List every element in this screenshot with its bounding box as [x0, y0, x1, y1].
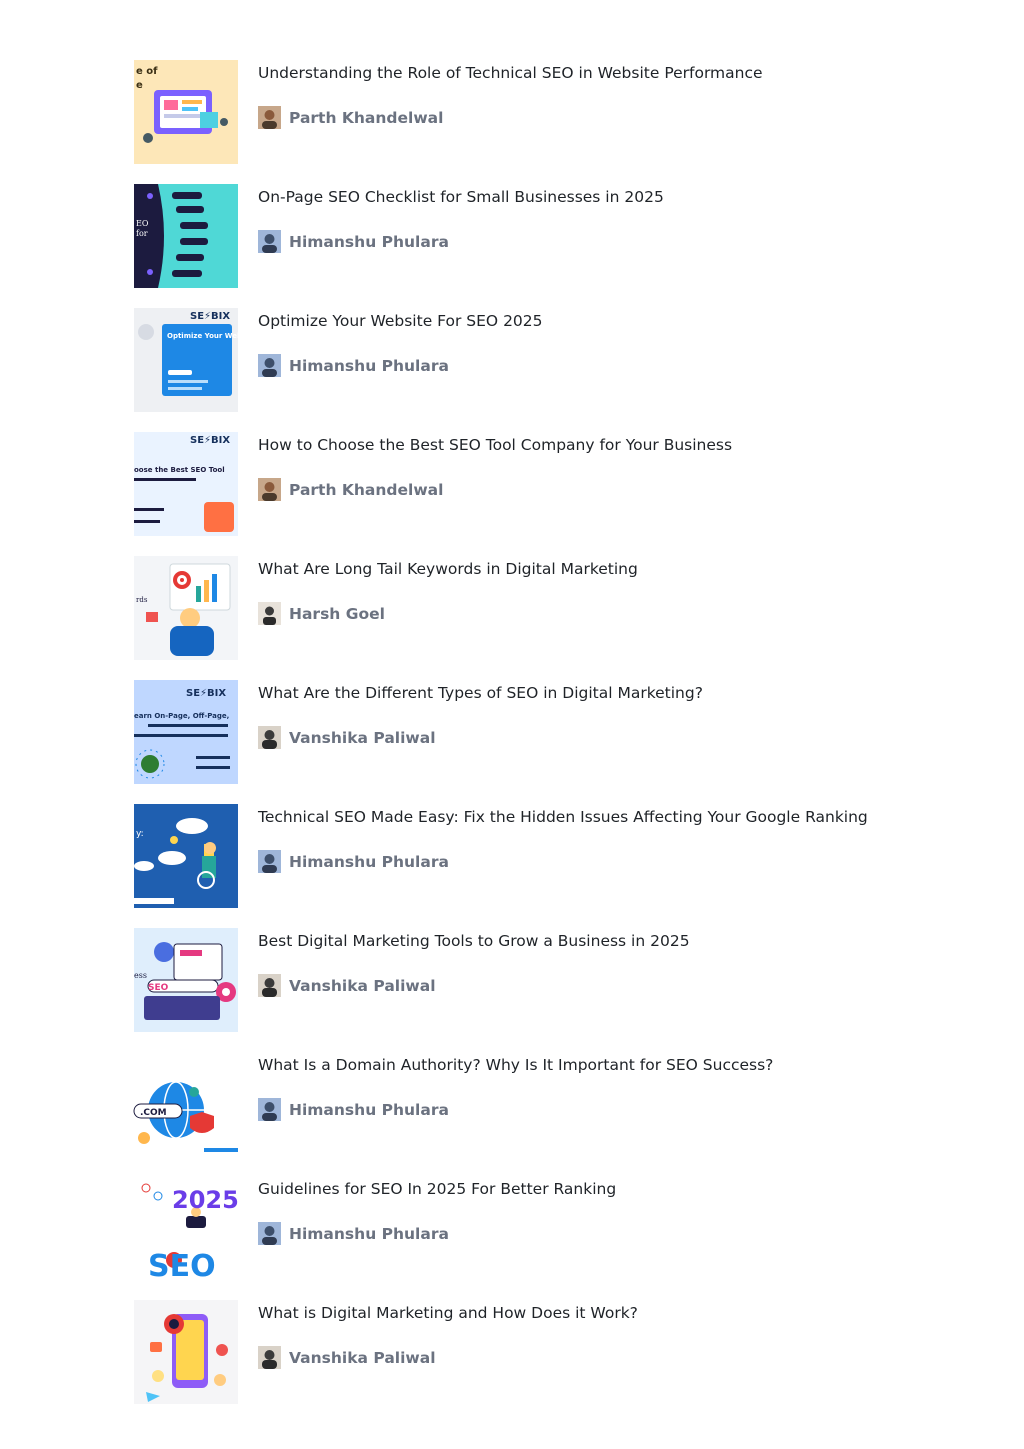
post-thumbnail[interactable]	[134, 60, 238, 164]
author-avatar	[258, 354, 281, 377]
post-thumbnail[interactable]	[134, 928, 238, 1032]
author-avatar	[258, 602, 281, 625]
thumb-text-2: SEO	[148, 1249, 216, 1284]
post-item[interactable]	[134, 804, 894, 928]
post-thumbnail[interactable]	[134, 1052, 238, 1156]
author-name[interactable]: Himanshu Phulara	[289, 1100, 449, 1119]
post-author[interactable]	[258, 850, 449, 873]
author-name[interactable]: Parth Khandelwal	[289, 480, 444, 499]
post-item[interactable]	[134, 184, 894, 308]
svg-text:Optimize Your Website For SEO	[167, 332, 312, 340]
thumb-text: rds	[136, 596, 148, 604]
post-list	[134, 60, 894, 1424]
thumb-logo: SE⚡BIX	[190, 435, 231, 446]
author-name[interactable]: Himanshu Phulara	[289, 1224, 449, 1243]
post-title[interactable]: Optimize Your Website For SEO 2025	[258, 312, 543, 330]
author-avatar	[258, 726, 281, 749]
post-author[interactable]	[258, 726, 436, 749]
post-item[interactable]	[134, 432, 894, 556]
post-author[interactable]	[258, 106, 443, 129]
post-item[interactable]	[134, 308, 894, 432]
post-author[interactable]	[258, 602, 385, 625]
thumb-logo: SE⚡BIX	[190, 311, 231, 322]
post-author[interactable]	[258, 1098, 449, 1121]
post-item[interactable]	[134, 1176, 894, 1300]
post-author[interactable]	[258, 1346, 436, 1369]
post-thumbnail[interactable]	[134, 804, 238, 908]
post-title[interactable]: Guidelines for SEO In 2025 For Better Ranking	[258, 1180, 617, 1198]
thumb-text-2: e	[136, 80, 143, 91]
post-thumbnail[interactable]	[134, 1176, 239, 1284]
post-title[interactable]: How to Choose the Best SEO Tool Company for Your Business	[258, 436, 733, 454]
post-thumbnail[interactable]	[134, 308, 312, 412]
post-item[interactable]	[134, 556, 894, 680]
post-author[interactable]	[258, 478, 443, 501]
author-name[interactable]: Parth Khandelwal	[289, 108, 444, 127]
post-item[interactable]	[134, 1052, 894, 1176]
thumb-text: SEO	[148, 983, 169, 993]
post-title[interactable]: What Is a Domain Authority? Why Is It Important for SEO Success?	[258, 1056, 774, 1074]
author-name[interactable]: Vanshika Paliwal	[289, 1348, 436, 1367]
post-item[interactable]	[134, 928, 894, 1052]
thumb-text-2: ess	[134, 971, 147, 980]
post-thumbnail[interactable]	[134, 184, 238, 288]
post-thumbnail[interactable]	[134, 680, 238, 784]
author-name[interactable]: Vanshika Paliwal	[289, 728, 436, 747]
post-title[interactable]: What is Digital Marketing and How Does it Work?	[258, 1304, 638, 1322]
post-thumbnail[interactable]	[134, 556, 238, 660]
post-title[interactable]: Technical SEO Made Easy: Fix the Hidden Issues Affecting Your Google Ranking	[258, 808, 868, 826]
post-title[interactable]: Best Digital Marketing Tools to Grow a Business in 2025	[258, 932, 690, 950]
author-avatar	[258, 230, 281, 253]
author-name[interactable]: Harsh Goel	[289, 604, 385, 623]
post-item[interactable]	[134, 60, 894, 184]
thumb-logo: SE⚡BIX	[186, 688, 227, 699]
author-avatar	[258, 106, 281, 129]
post-item[interactable]	[134, 680, 894, 804]
author-name[interactable]: Himanshu Phulara	[289, 356, 449, 375]
post-author[interactable]	[258, 354, 449, 377]
author-avatar	[258, 1346, 281, 1369]
thumb-text: y:	[136, 829, 144, 839]
thumb-text: earn On-Page, Off-Page,	[134, 712, 230, 720]
author-avatar	[258, 850, 281, 873]
post-title[interactable]: On-Page SEO Checklist for Small Businesses in 2025	[258, 188, 664, 206]
author-avatar	[258, 1098, 281, 1121]
thumb-text: EO	[136, 219, 149, 228]
post-author[interactable]	[258, 974, 436, 997]
author-avatar	[258, 974, 281, 997]
post-author[interactable]	[258, 230, 449, 253]
post-title[interactable]: Understanding the Role of Technical SEO in Website Performance	[258, 64, 763, 82]
post-thumbnail[interactable]	[134, 432, 238, 536]
thumb-text-2: for	[136, 229, 148, 238]
author-name[interactable]: Himanshu Phulara	[289, 852, 449, 871]
thumb-text: oose the Best SEO Tool	[134, 466, 225, 474]
thumb-text: e of	[136, 66, 158, 77]
post-item[interactable]	[134, 1300, 894, 1424]
post-title[interactable]: What Are Long Tail Keywords in Digital Marketing	[258, 560, 638, 578]
thumb-text: .COM	[140, 1108, 167, 1118]
author-avatar	[258, 1222, 281, 1245]
post-author[interactable]	[258, 1222, 449, 1245]
author-avatar	[258, 478, 281, 501]
post-thumbnail[interactable]	[134, 1300, 238, 1404]
thumb-text: Optimize Your Website For SEO 2025	[167, 332, 312, 340]
author-name[interactable]: Himanshu Phulara	[289, 232, 449, 251]
thumb-text: 2025	[172, 1186, 239, 1214]
post-title[interactable]: What Are the Different Types of SEO in Digital Marketing?	[258, 684, 703, 702]
author-name[interactable]: Vanshika Paliwal	[289, 976, 436, 995]
